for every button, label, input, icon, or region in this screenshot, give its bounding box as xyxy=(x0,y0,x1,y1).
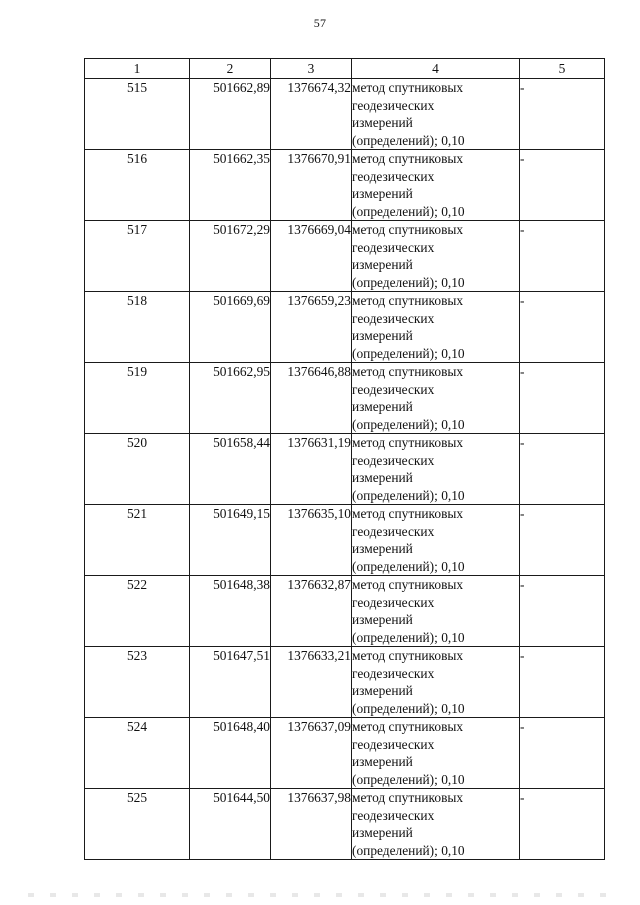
note-cell: - xyxy=(520,718,605,789)
method-text-line: метод спутниковых xyxy=(352,648,464,663)
method-text-line: (определений); 0,10 xyxy=(352,416,465,432)
coordinate-x-cell: 501672,29 xyxy=(190,221,271,292)
method-text-line: измерений xyxy=(352,754,413,769)
coordinate-y-cell: 1376632,87 xyxy=(271,576,352,647)
page-number: 57 xyxy=(313,16,327,30)
table-row xyxy=(85,505,605,576)
coordinate-y-cell: 1376646,88 xyxy=(271,363,352,434)
table-header-row xyxy=(85,59,605,79)
point-number-cell: 516 xyxy=(85,150,190,221)
point-number-cell: 517 xyxy=(85,221,190,292)
coordinate-y-cell: 1376659,23 xyxy=(271,292,352,363)
method-text-line: (определений); 0,10 xyxy=(352,842,465,858)
point-number-cell: 522 xyxy=(85,576,190,647)
point-number-cell: 525 xyxy=(85,789,190,860)
method-text-line: геодезических xyxy=(352,310,435,326)
method-text-line: геодезических xyxy=(352,665,435,681)
table-row xyxy=(85,79,605,150)
column-header-5: 5 xyxy=(520,59,605,79)
coordinate-x-cell: 501648,40 xyxy=(190,718,271,789)
table-row xyxy=(85,718,605,789)
note-cell: - xyxy=(520,79,605,150)
method-cell xyxy=(352,434,520,505)
method-text-line: геодезических xyxy=(352,381,435,397)
table-row xyxy=(85,292,605,363)
method-text-line: (определений); 0,10 xyxy=(352,274,465,290)
coordinate-x-cell: 501662,35 xyxy=(190,150,271,221)
table-row xyxy=(85,363,605,434)
coordinate-x-cell: 501658,44 xyxy=(190,434,271,505)
method-text-line: (определений); 0,10 xyxy=(352,771,465,787)
table-row xyxy=(85,150,605,221)
table-row xyxy=(85,789,605,860)
method-text-line: измерений xyxy=(352,541,413,556)
coordinate-y-cell: 1376633,21 xyxy=(271,647,352,718)
column-header-3: 3 xyxy=(271,59,352,79)
coordinate-y-cell: 1376631,19 xyxy=(271,434,352,505)
method-cell xyxy=(352,363,520,434)
method-text-line: (определений); 0,10 xyxy=(352,487,465,503)
note-cell: - xyxy=(520,789,605,860)
method-text-line: метод спутниковых xyxy=(352,577,464,592)
point-number-cell: 518 xyxy=(85,292,190,363)
method-text-line: метод спутниковых xyxy=(352,222,464,237)
table-row xyxy=(85,576,605,647)
note-cell: - xyxy=(520,576,605,647)
method-text-line: геодезических xyxy=(352,239,435,255)
method-text-line: измерений xyxy=(352,470,413,485)
method-text-line: геодезических xyxy=(352,807,435,823)
method-cell xyxy=(352,576,520,647)
method-cell xyxy=(352,292,520,363)
note-cell: - xyxy=(520,292,605,363)
note-cell: - xyxy=(520,647,605,718)
method-text-line: геодезических xyxy=(352,523,435,539)
point-number-cell: 519 xyxy=(85,363,190,434)
coordinate-x-cell: 501649,15 xyxy=(190,505,271,576)
method-cell xyxy=(352,789,520,860)
coordinate-y-cell: 1376635,10 xyxy=(271,505,352,576)
method-text-line: метод спутниковых xyxy=(352,435,464,450)
method-text-line: (определений); 0,10 xyxy=(352,345,465,361)
method-text-line: измерений xyxy=(352,257,413,272)
method-text-line: метод спутниковых xyxy=(352,364,464,379)
method-text-line: измерений xyxy=(352,612,413,627)
method-text-line: геодезических xyxy=(352,97,435,113)
method-text-line: измерений xyxy=(352,115,413,130)
column-header-1: 1 xyxy=(85,59,190,79)
coordinate-y-cell: 1376670,91 xyxy=(271,150,352,221)
method-cell xyxy=(352,150,520,221)
method-text-line: измерений xyxy=(352,825,413,840)
coordinate-x-cell: 501648,38 xyxy=(190,576,271,647)
method-text-line: метод спутниковых xyxy=(352,80,464,95)
coordinate-y-cell: 1376669,04 xyxy=(271,221,352,292)
column-header-4: 4 xyxy=(352,59,520,79)
note-cell: - xyxy=(520,221,605,292)
note-cell: - xyxy=(520,363,605,434)
method-cell xyxy=(352,647,520,718)
method-text-line: геодезических xyxy=(352,452,435,468)
method-text-line: метод спутниковых xyxy=(352,293,464,308)
point-number-cell: 520 xyxy=(85,434,190,505)
method-text-line: геодезических xyxy=(352,594,435,610)
coordinates-table xyxy=(84,58,605,860)
coordinate-y-cell: 1376637,98 xyxy=(271,789,352,860)
method-text-line: (определений); 0,10 xyxy=(352,700,465,716)
coordinate-x-cell: 501662,95 xyxy=(190,363,271,434)
point-number-cell: 524 xyxy=(85,718,190,789)
table-row xyxy=(85,647,605,718)
point-number-cell: 515 xyxy=(85,79,190,150)
coordinate-x-cell: 501662,89 xyxy=(190,79,271,150)
method-text-line: (определений); 0,10 xyxy=(352,132,465,148)
note-cell: - xyxy=(520,505,605,576)
table-body xyxy=(85,79,605,860)
method-text-line: геодезических xyxy=(352,168,435,184)
method-text-line: метод спутниковых xyxy=(352,506,464,521)
coordinate-x-cell: 501669,69 xyxy=(190,292,271,363)
table-row xyxy=(85,434,605,505)
point-number-cell: 523 xyxy=(85,647,190,718)
coordinate-x-cell: 501644,50 xyxy=(190,789,271,860)
method-text-line: измерений xyxy=(352,683,413,698)
method-text-line: измерений xyxy=(352,186,413,201)
method-cell xyxy=(352,221,520,292)
coordinate-x-cell: 501647,51 xyxy=(190,647,271,718)
method-text-line: метод спутниковых xyxy=(352,719,464,734)
coordinate-y-cell: 1376674,32 xyxy=(271,79,352,150)
method-text-line: метод спутниковых xyxy=(352,790,464,805)
method-text-line: измерений xyxy=(352,328,413,343)
method-cell xyxy=(352,79,520,150)
note-cell: - xyxy=(520,434,605,505)
method-text-line: (определений); 0,10 xyxy=(352,203,465,219)
method-cell xyxy=(352,718,520,789)
note-cell: - xyxy=(520,150,605,221)
method-text-line: геодезических xyxy=(352,736,435,752)
method-text-line: метод спутниковых xyxy=(352,151,464,166)
method-text-line: (определений); 0,10 xyxy=(352,629,465,645)
scan-footer-artifact xyxy=(28,893,618,897)
method-text-line: (определений); 0,10 xyxy=(352,558,465,574)
coordinate-y-cell: 1376637,09 xyxy=(271,718,352,789)
method-text-line: измерений xyxy=(352,399,413,414)
column-header-2: 2 xyxy=(190,59,271,79)
method-cell xyxy=(352,505,520,576)
point-number-cell: 521 xyxy=(85,505,190,576)
table-row xyxy=(85,221,605,292)
